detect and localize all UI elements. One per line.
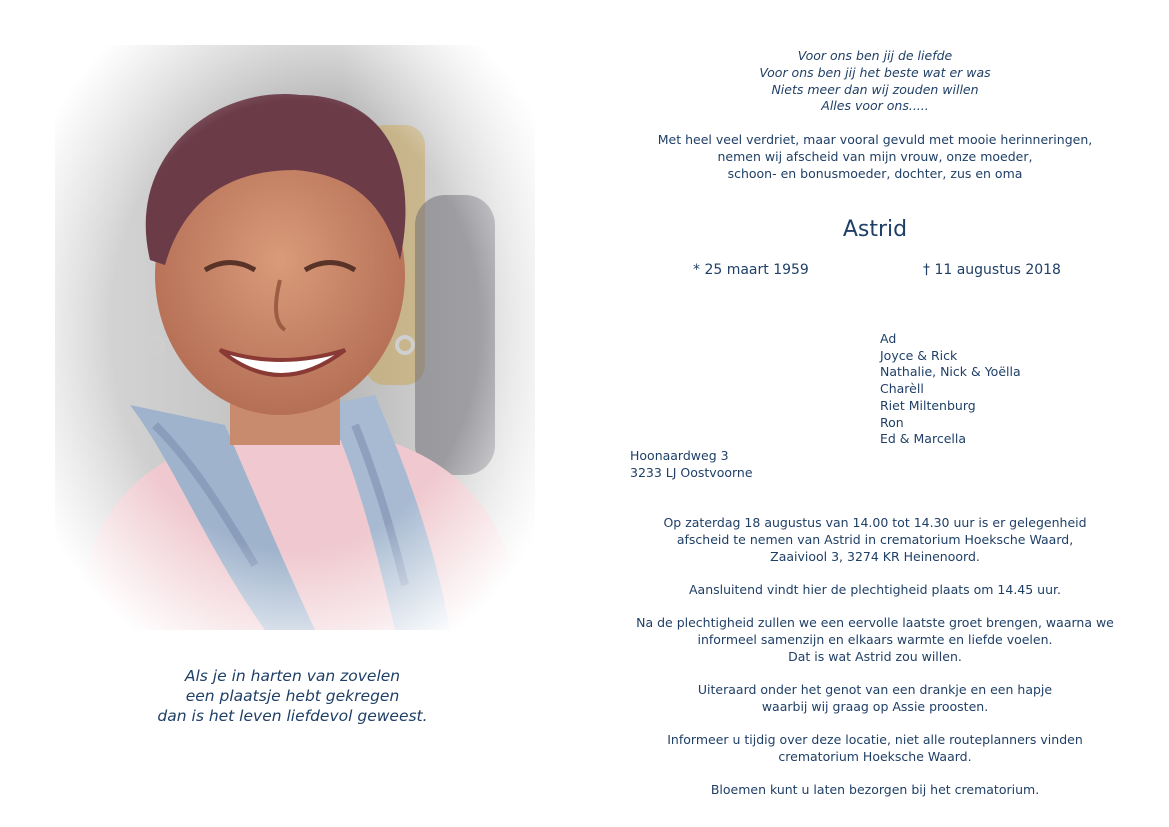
- intro-line: nemen wij afscheid van mijn vrouw, onze moeder,: [717, 149, 1033, 164]
- poem-line: Als je in harten van zovelen: [184, 667, 401, 685]
- poem-line: Alles voor ons.....: [821, 98, 929, 114]
- info-line: Na de plechtigheid zullen we een eervolle laatste groet brengen, waarna we: [636, 615, 1114, 630]
- info-paragraph: [625, 781, 1125, 798]
- deceased-name: Astrid: [842, 217, 908, 242]
- info-line: afscheid te nemen van Astrid in crematorium Hoeksche Waard,: [676, 532, 1074, 547]
- info-paragraph: [625, 614, 1125, 665]
- correspondence-address: [630, 448, 753, 481]
- info-paragraph: [625, 681, 1125, 715]
- closing-poem: [100, 666, 485, 726]
- info-line: crematorium Hoeksche Waard.: [778, 749, 972, 764]
- info-line: Bloemen kunt u laten bezorgen bij het crematorium.: [710, 782, 1040, 797]
- info-line: Uiteraard onder het genot van een drankje en een hapje: [697, 682, 1053, 697]
- info-paragraph: [625, 581, 1125, 598]
- family-member: Joyce & Rick: [880, 347, 958, 363]
- intro-text: [625, 131, 1125, 182]
- poem-line: een plaatsje hebt gekregen: [185, 687, 400, 705]
- death-date: † 11 augustus 2018: [923, 262, 1061, 278]
- address-line: Hoonaardweg 3: [630, 448, 729, 463]
- ceremony-info: [625, 514, 1125, 814]
- poem-line: Voor ons ben jij de liefde: [797, 48, 953, 63]
- info-paragraph: [625, 514, 1125, 565]
- info-line: informeel samenzijn en elkaars warmte en liefde voelen.: [697, 632, 1053, 647]
- portrait-photo: [55, 45, 535, 630]
- info-line: Informeer u tijdig over deze locatie, niet alle routeplanners vinden: [667, 732, 1083, 747]
- poem-line: dan is het leven liefdevol geweest.: [157, 707, 428, 725]
- family-member: Charèll: [880, 381, 924, 397]
- info-paragraph: [625, 731, 1125, 765]
- family-member: Ron: [880, 414, 904, 430]
- info-line: Op zaterdag 18 augustus van 14.00 tot 14.30 uur is er gelegenheid: [663, 515, 1087, 530]
- family-member: Nathalie, Nick & Yoëlla: [880, 364, 1021, 380]
- family-list: [880, 331, 1021, 448]
- poem-line: Voor ons ben jij het beste wat er was: [759, 64, 991, 80]
- address-line: 3233 LJ Oostvoorne: [630, 464, 753, 480]
- family-member: Riet Miltenburg: [880, 397, 976, 413]
- poem-line: Niets meer dan wij zouden willen: [771, 81, 979, 97]
- intro-line: schoon- en bonusmoeder, dochter, zus en oma: [727, 166, 1023, 181]
- info-line: Dat is wat Astrid zou willen.: [788, 649, 962, 664]
- family-member: Ed & Marcella: [880, 431, 967, 447]
- intro-line: Met heel veel verdriet, maar vooral gevuld met mooie herinneringen,: [657, 132, 1093, 147]
- family-member: Ad: [880, 331, 897, 346]
- birth-date: * 25 maart 1959: [693, 262, 809, 278]
- info-line: Aansluitend vindt hier de plechtigheid plaats om 14.45 uur.: [688, 582, 1061, 597]
- info-line: waarbij wij graag op Assie proosten.: [761, 699, 989, 714]
- opening-poem: [625, 48, 1125, 115]
- info-line: Zaaiviool 3, 3274 KR Heinenoord.: [770, 549, 980, 564]
